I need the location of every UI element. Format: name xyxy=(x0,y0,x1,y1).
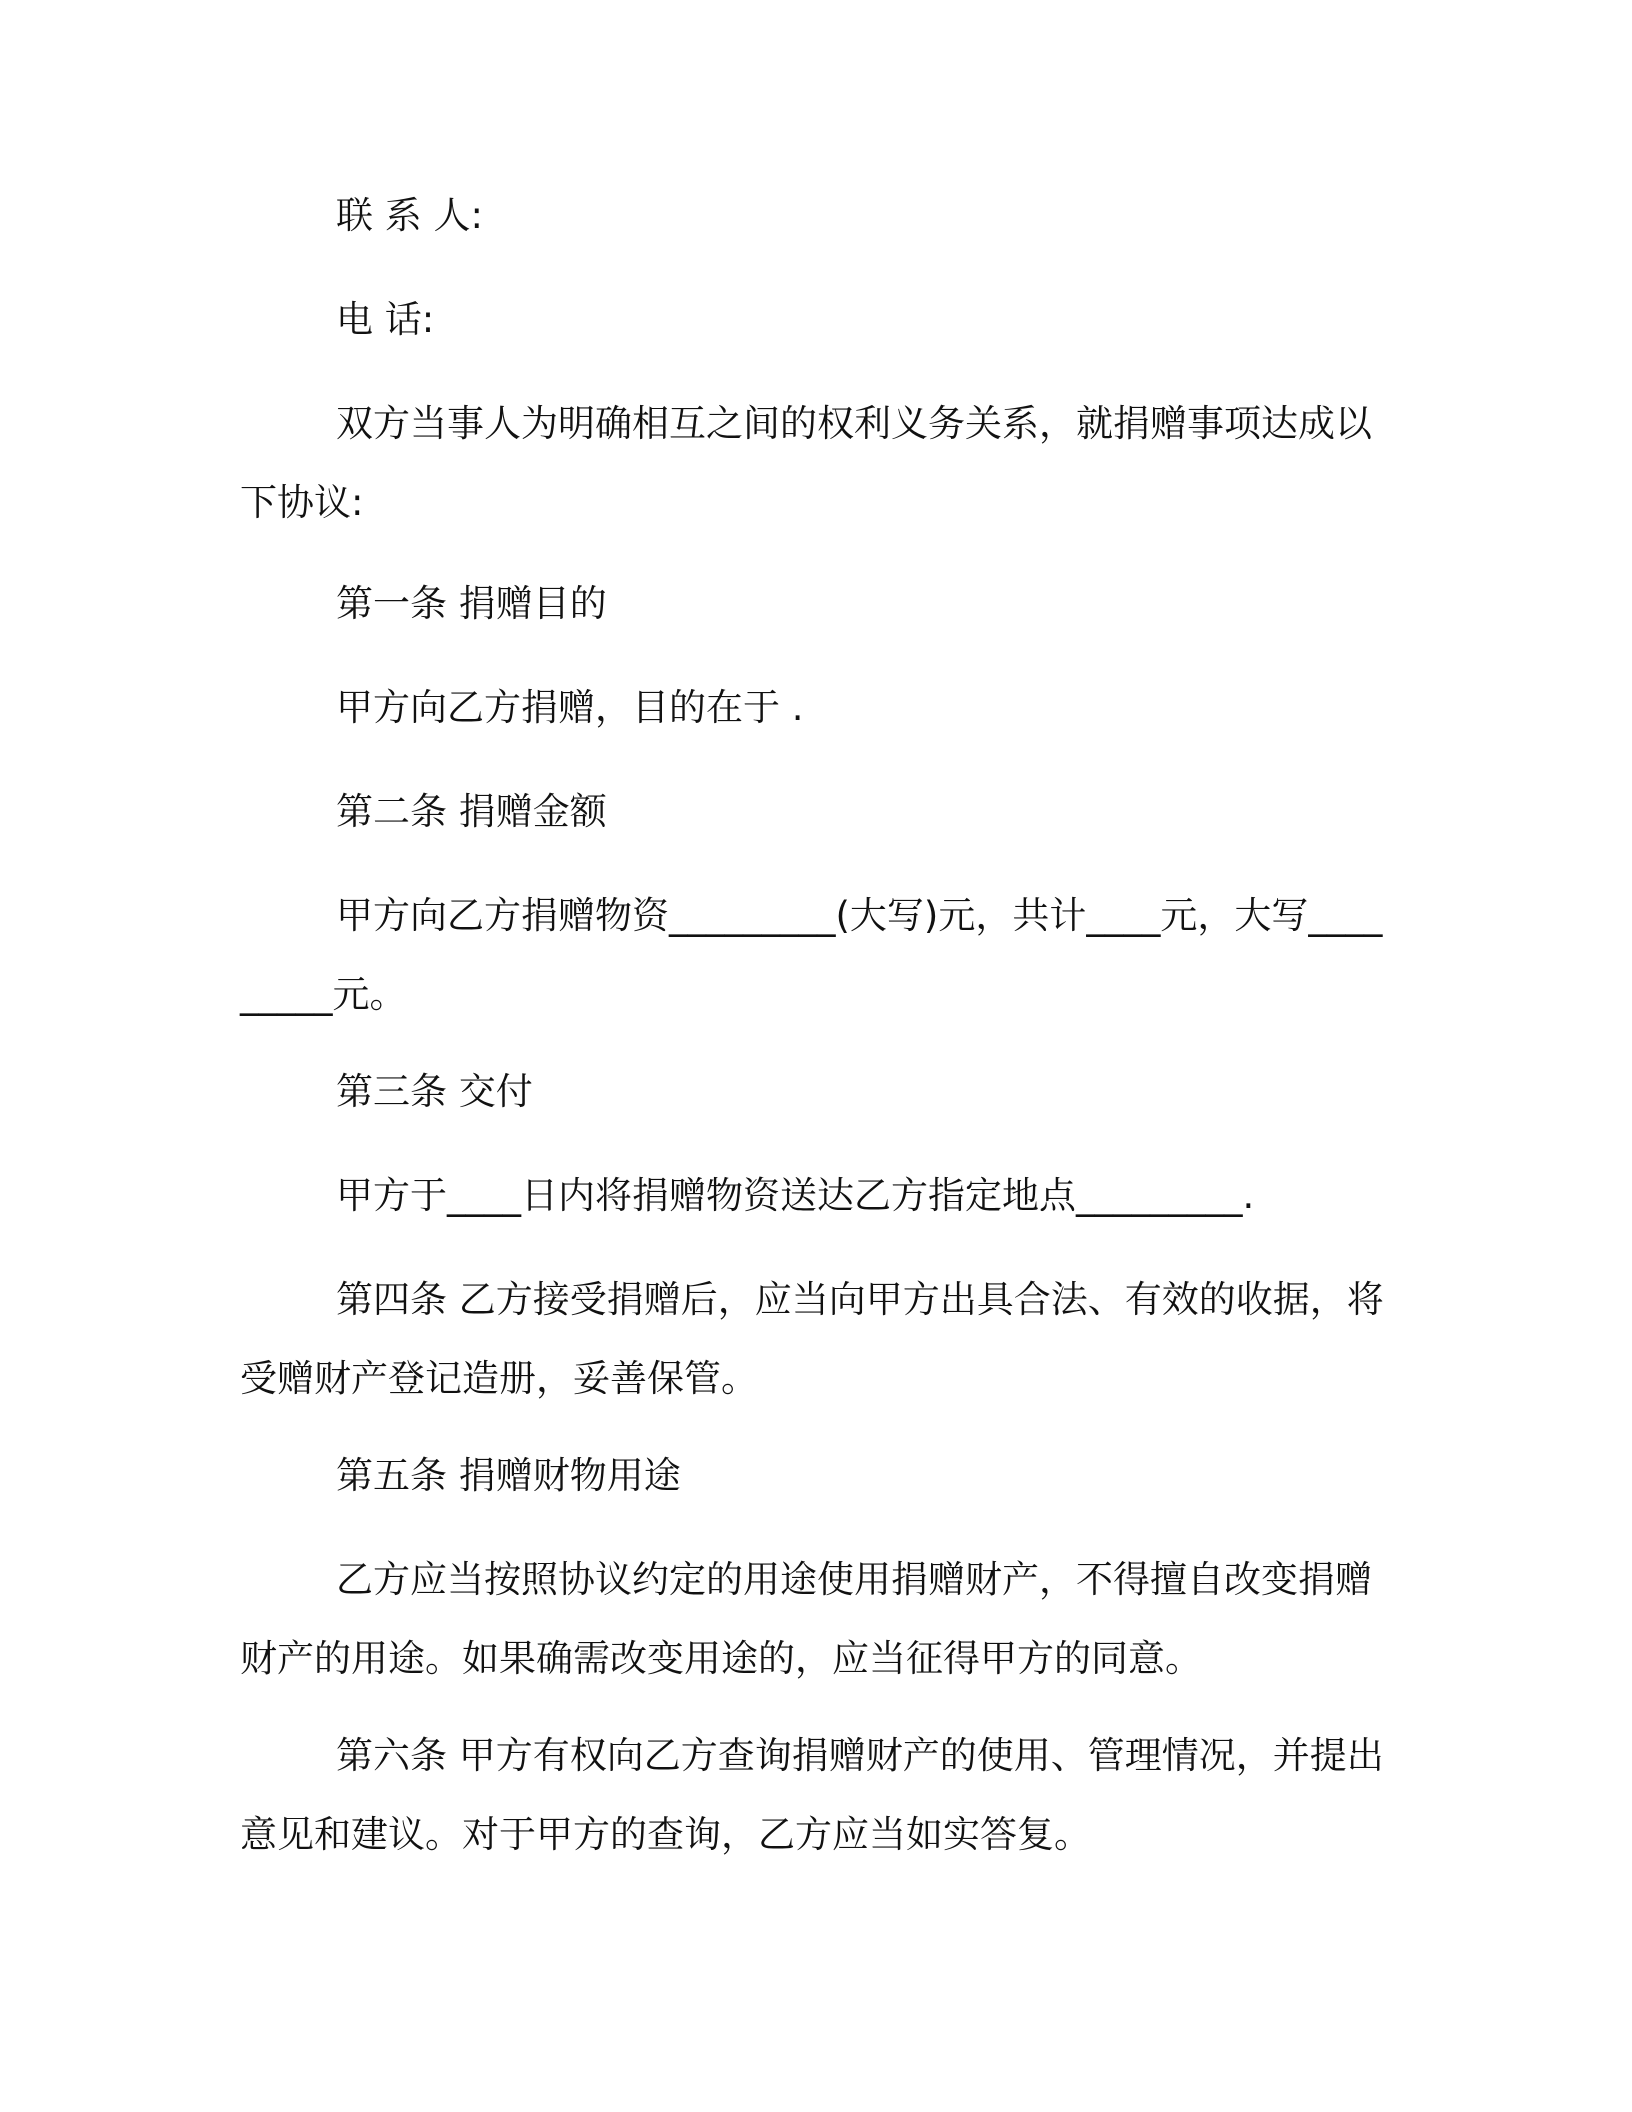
phone-label: 电 话: xyxy=(336,298,435,341)
article4-body: 第四条 乙方接受捐赠后，应当向甲方出具合法、有效的收据，将受赠财产登记造册，妥善保管。 xyxy=(240,1278,1384,1400)
article1-body: 甲方向乙方捐赠，目的在于 . xyxy=(336,686,804,729)
article5-body: 乙方应当按照协议约定的用途使用捐赠财产，不得擅自改变捐赠财产的用途。如果确需改变用途的，应当征得甲方的同意。 xyxy=(240,1558,1372,1680)
article2-body: 甲方向乙方捐赠物资_________(大写)元，共计____元，大写_________元。 xyxy=(240,894,1383,1016)
article3-body: 甲方于____日内将捐赠物资送达乙方指定地点_________. xyxy=(336,1174,1255,1217)
article1-title: 第一条 捐赠目的 xyxy=(336,582,607,625)
contact-label: 联 系 人: xyxy=(336,194,483,237)
intro-paragraph: 双方当事人为明确相互之间的权利义务关系，就捐赠事项达成以下协议: xyxy=(240,402,1372,524)
article5-title: 第五条 捐赠财物用途 xyxy=(336,1454,681,1497)
article6-body: 第六条 甲方有权向乙方查询捐赠财产的使用、管理情况，并提出意见和建议。对于甲方的查询，乙方应当如实答复。 xyxy=(240,1734,1384,1856)
article2-title: 第二条 捐赠金额 xyxy=(336,790,607,833)
article3-title: 第三条 交付 xyxy=(336,1070,533,1113)
